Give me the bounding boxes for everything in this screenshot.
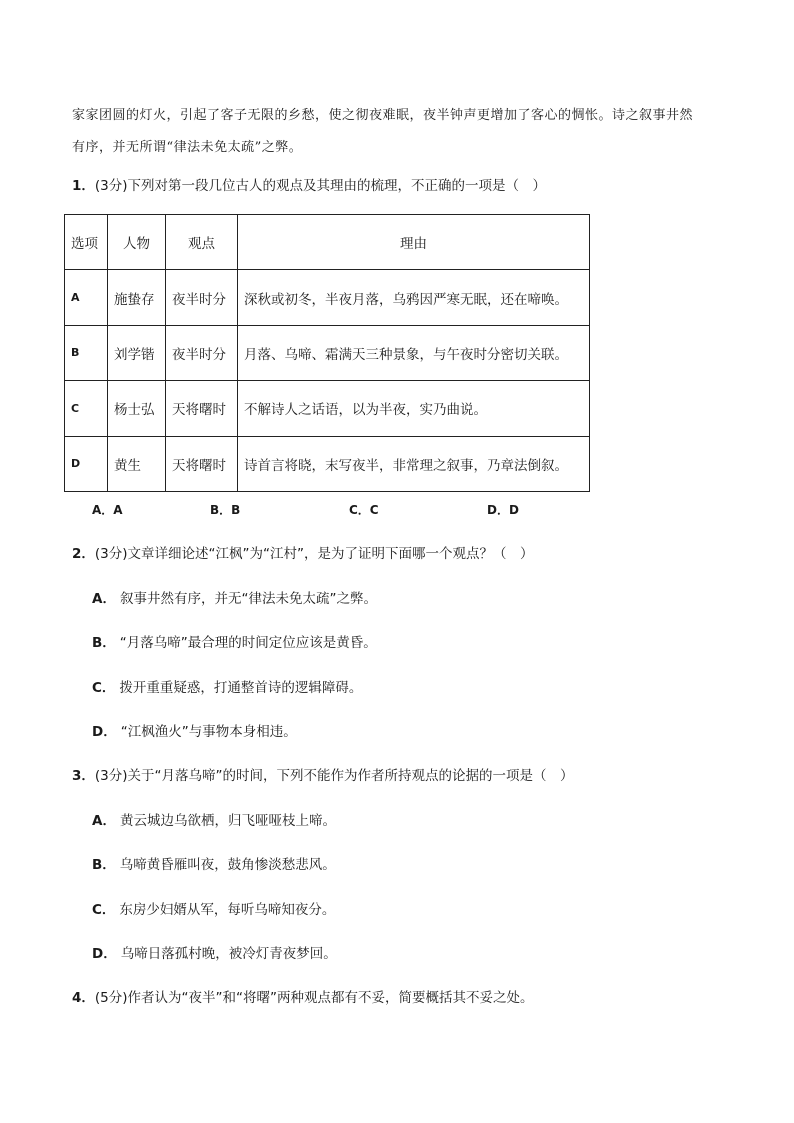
option-a[interactable] — [92, 811, 336, 831]
option-a[interactable] — [92, 589, 377, 609]
option-c[interactable] — [92, 900, 335, 920]
table-row — [65, 270, 590, 325]
question-3 — [72, 766, 574, 786]
option-text: 拨开重重疑惑，打通整首诗的逻辑障碍。 — [119, 680, 363, 696]
cell-view: 天将曙时 — [166, 436, 238, 491]
option-letter: A． — [92, 591, 116, 607]
table-row — [65, 381, 590, 436]
option-text: 乌啼日落孤村晚，被冷灯青夜梦回。 — [120, 946, 337, 962]
choice-d[interactable]: D．D — [487, 503, 519, 517]
cell-view: 天将曙时 — [166, 381, 238, 436]
option-letter: A． — [92, 813, 116, 829]
header-option: 选项 — [65, 215, 108, 270]
option-d[interactable] — [92, 722, 297, 742]
table-row — [65, 325, 590, 380]
question-2 — [72, 544, 534, 564]
viewpoint-table — [64, 214, 590, 492]
header-view: 观点 — [166, 215, 238, 270]
question-text: (3分)关于“月落乌啼”的时间，下列不能作为作者所持观点的论据的一项是（ ） — [94, 768, 574, 784]
option-letter: C． — [92, 902, 116, 918]
intro-line-2: 有序，并无所谓“律法未免太疏”之弊。 — [72, 140, 303, 155]
option-d[interactable] — [92, 944, 337, 964]
question-number: 4． — [72, 990, 95, 1006]
question-4 — [72, 988, 534, 1008]
question-text: (3分)文章详细论述“江枫”为“江村”，是为了证明下面哪一个观点？（ ） — [94, 546, 534, 562]
option-letter: D． — [92, 946, 117, 962]
option-letter: D． — [92, 724, 117, 740]
table-row — [65, 436, 590, 491]
question-text: (5分)作者认为“夜半”和“将曙”两种观点都有不妥，简要概括其不妥之处。 — [94, 990, 534, 1006]
table-header-row — [65, 215, 590, 270]
cell-option: D — [65, 436, 108, 491]
choice-c[interactable]: C．C — [349, 503, 379, 517]
option-c[interactable] — [92, 678, 362, 698]
cell-reason: 不解诗人之话语，以为半夜，实乃曲说。 — [238, 381, 590, 436]
option-text: “月落乌啼”最合理的时间定位应该是黄昏。 — [119, 635, 377, 651]
cell-person: 杨士弘 — [108, 381, 166, 436]
option-b[interactable] — [92, 855, 336, 875]
cell-option: A — [65, 270, 108, 325]
question-1 — [72, 176, 546, 196]
option-text: 叙事井然有序，并无“律法未免太疏”之弊。 — [119, 591, 377, 607]
option-letter: C． — [92, 680, 116, 696]
option-b[interactable] — [92, 633, 377, 653]
cell-option: B — [65, 325, 108, 380]
intro-line-1: 家家团圆的灯火，引起了客子无限的乡愁，使之彻夜难眠，夜半钟声更增加了客心的惆怅。诗之叙事井然 — [72, 108, 694, 123]
question-number: 1． — [72, 178, 95, 194]
cell-person: 施蛰存 — [108, 270, 166, 325]
header-person: 人物 — [108, 215, 166, 270]
choice-b[interactable]: B．B — [210, 503, 241, 517]
option-text: 乌啼黄昏雁叫夜，鼓角惨淡愁悲风。 — [119, 857, 336, 873]
cell-person: 黄生 — [108, 436, 166, 491]
cell-option: C — [65, 381, 108, 436]
choice-a[interactable]: A．A — [92, 503, 123, 517]
option-text: “江枫渔火”与事物本身相违。 — [120, 724, 297, 740]
option-letter: B． — [92, 857, 116, 873]
cell-person: 刘学锴 — [108, 325, 166, 380]
question-number: 2． — [72, 546, 95, 562]
cell-reason: 诗首言将晓，末写夜半，非常理之叙事，乃章法倒叙。 — [238, 436, 590, 491]
header-reason: 理由 — [238, 215, 590, 270]
question-text: (3分)下列对第一段几位古人的观点及其理由的梳理，不正确的一项是（ ） — [94, 178, 547, 194]
cell-view: 夜半时分 — [166, 270, 238, 325]
option-text: 东房少妇婿从军，每听乌啼知夜分。 — [119, 902, 336, 918]
option-letter: B． — [92, 635, 116, 651]
cell-view: 夜半时分 — [166, 325, 238, 380]
intro-paragraph — [72, 100, 732, 164]
cell-reason: 月落、乌啼、霜满天三种景象，与午夜时分密切关联。 — [238, 325, 590, 380]
cell-reason: 深秋或初冬，半夜月落，乌鸦因严寒无眠，还在啼唤。 — [238, 270, 590, 325]
option-text: 黄云城边乌欲栖，归飞哑哑枝上啼。 — [119, 813, 336, 829]
question-number: 3． — [72, 768, 95, 784]
